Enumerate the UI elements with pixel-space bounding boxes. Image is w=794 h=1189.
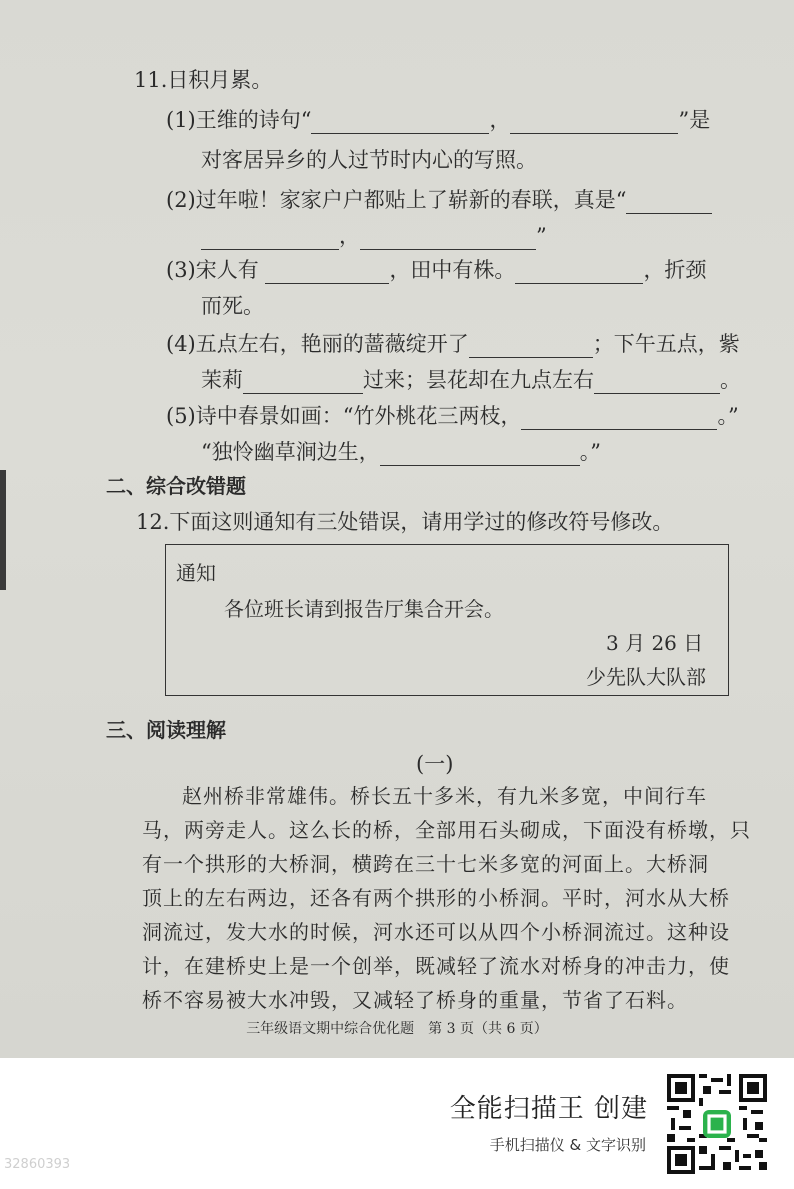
q11-1-text-b: ”是 (678, 108, 711, 132)
section-2-heading: 二、综合改错题 (106, 474, 246, 498)
q11-2-comma: ， (339, 224, 360, 248)
q11-2-text-a: (2)过年啦！家家户户都贴上了崭新的春联，真是“ (166, 188, 627, 212)
q11-1-comma: ， (489, 108, 511, 132)
q11-3-text-a: (3)宋人有 (166, 258, 259, 282)
answer-blank[interactable] (380, 445, 580, 466)
q11-5-text-b: 。” (717, 404, 739, 428)
scanner-brand: 全能扫描王 创建 (449, 1094, 648, 1124)
answer-blank[interactable] (594, 373, 720, 394)
reading-line: 马，两旁走人。这么长的桥，全部用石头砌成，下面没有桥墩，只 (142, 818, 751, 842)
q11-title: 11.日积月累。 (134, 68, 273, 92)
qr-code-icon[interactable] (667, 1074, 767, 1174)
q11-2-close-quote: ” (536, 224, 547, 248)
q11-5-text-c: “独怜幽草涧边生， (201, 440, 380, 464)
scanner-banner (0, 1058, 794, 1189)
answer-blank[interactable] (243, 373, 363, 394)
q11-4-text-c: 茉莉 (201, 368, 243, 392)
q11-4-text-b: ；下午五点，紫 (592, 332, 740, 356)
q11-4-text-a: (4)五点左右，艳丽的蔷薇绽开了 (166, 332, 469, 356)
q11-1-text-a: (1)王维的诗句“ (166, 108, 312, 132)
answer-blank[interactable] (265, 263, 389, 284)
q11-5-line2 (201, 438, 601, 466)
page-edge-shadow (0, 470, 6, 590)
reading-line: 计，在建桥史上是一个创举，既减轻了流水对桥身的冲击力，使 (142, 954, 730, 978)
notice-box (165, 544, 729, 696)
answer-blank[interactable] (626, 193, 712, 214)
q11-item-4 (166, 330, 740, 358)
q11-4-line2 (201, 366, 741, 394)
answer-blank[interactable] (360, 229, 536, 250)
notice-signature: 少先队大队部 (586, 665, 706, 689)
notice-body: 各位班长请到报告厅集合开会。 (224, 597, 504, 621)
reading-line: 有一个拱形的大桥洞，横跨在三十七米多宽的河面上。大桥洞 (142, 852, 709, 876)
answer-blank[interactable] (201, 229, 339, 250)
answer-blank[interactable] (515, 263, 643, 284)
answer-blank[interactable] (521, 409, 717, 430)
q11-4-text-e: 。 (720, 368, 741, 392)
q11-1-line2: 对客居异乡的人过节时内心的写照。 (201, 148, 537, 172)
answer-blank[interactable] (469, 337, 593, 358)
q11-4-text-d: 过来；昙花却在九点左右 (363, 368, 594, 392)
q12-prompt: 12.下面这则通知有三处错误，请用学过的修改符号修改。 (136, 510, 674, 534)
scanner-tagline: 手机扫描仪 & 文字识别 (489, 1136, 646, 1154)
q11-item-2 (166, 186, 712, 214)
q11-5-text-a: (5)诗中春景如画：“竹外桃花三两枝， (166, 404, 522, 428)
reading-line: 顶上的左右两边，还各有两个拱形的小桥洞。平时，河水从大桥 (142, 886, 730, 910)
reading-part-label: (一) (416, 752, 454, 776)
answer-blank[interactable] (311, 113, 489, 134)
notice-date: 3 月 26 日 (606, 631, 704, 655)
answer-blank[interactable] (510, 113, 678, 134)
notice-title: 通知 (176, 561, 216, 585)
q11-5-text-d: 。” (579, 440, 601, 464)
image-id-watermark: 32860393 (4, 1157, 71, 1172)
section-3-heading: 三、阅读理解 (106, 718, 226, 742)
q11-3-text-c: ，折颈 (643, 258, 707, 282)
q11-item-3 (166, 256, 706, 284)
reading-line: 桥不容易被大水冲毁，又减轻了桥身的重量，节省了石料。 (142, 988, 688, 1012)
q11-2-line2 (201, 222, 547, 250)
q11-item-5 (166, 402, 739, 430)
q11-3-text-b: ，田中有株。 (389, 258, 516, 282)
q11-3-line2: 而死。 (201, 294, 264, 318)
reading-line: 赵州桥非常雄伟。桥长五十多米，有九米多宽，中间行车 (182, 784, 707, 808)
reading-line: 洞流过，发大水的时候，河水还可以从四个小桥洞流过。这种设 (142, 920, 730, 944)
q11-item-1 (166, 106, 710, 134)
page-footer: 三年级语文期中综合优化题 第 3 页（共 6 页） (246, 1021, 548, 1037)
